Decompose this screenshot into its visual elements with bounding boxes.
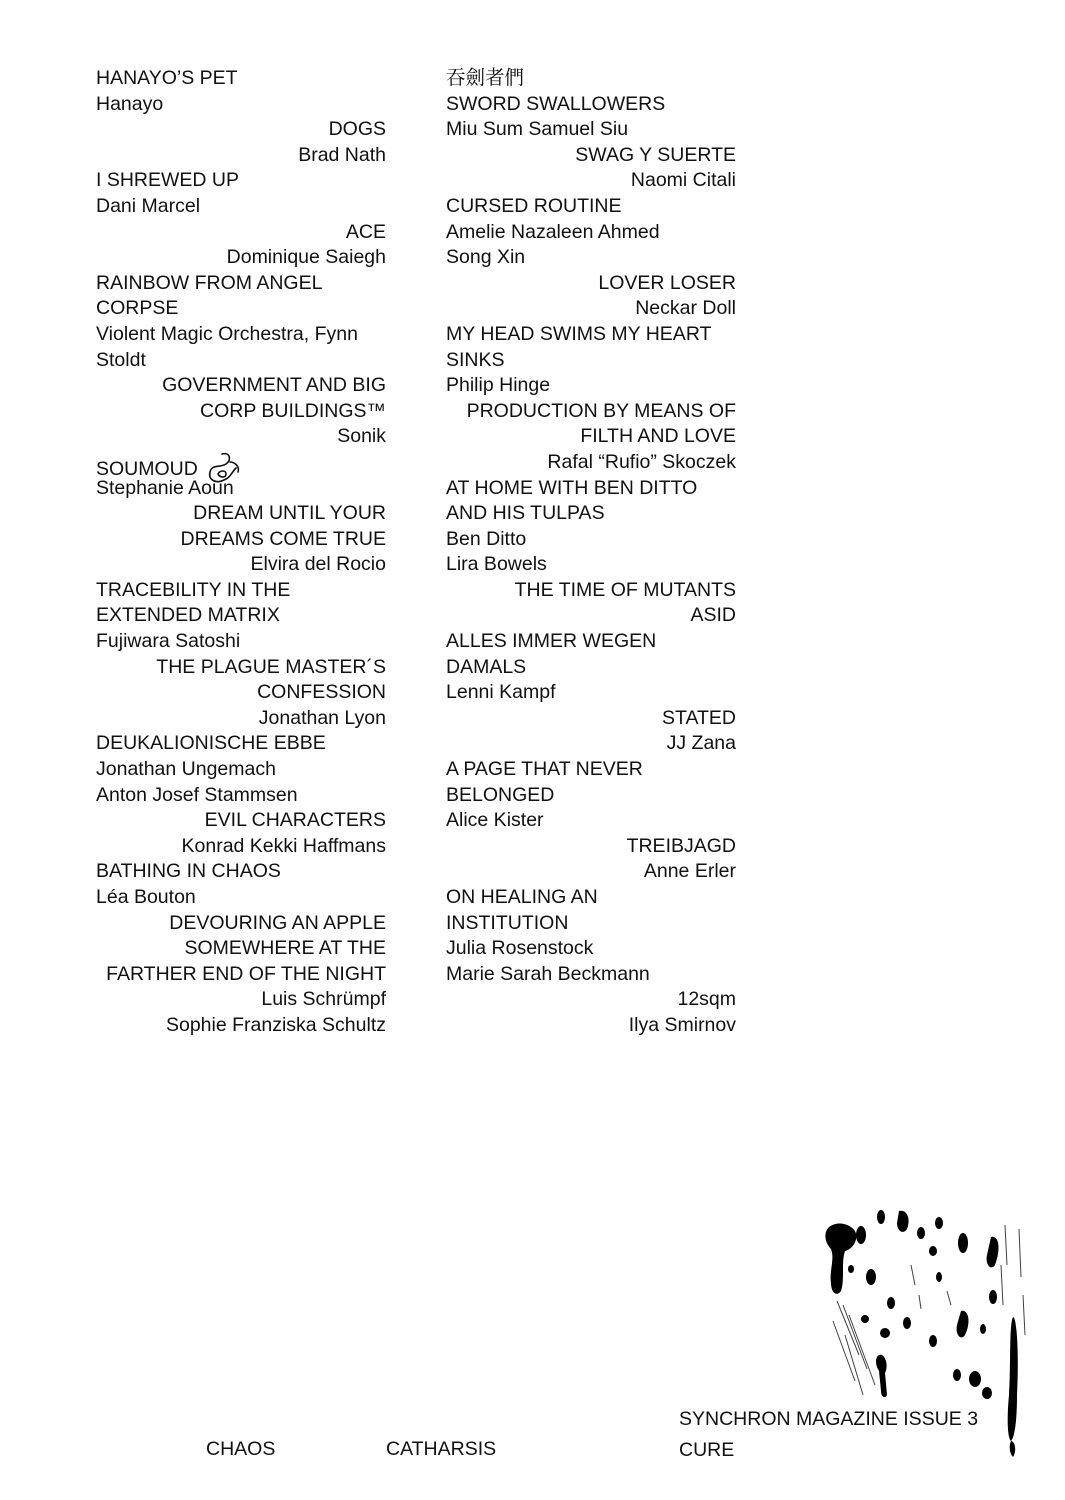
contents-text: Lira Bowels bbox=[446, 553, 547, 576]
contents-text: Anton Josef Stammsen bbox=[96, 783, 298, 806]
contents-line bbox=[446, 143, 736, 169]
contents-text: SWAG Y SUERTE bbox=[575, 143, 736, 166]
footer-chaos: CHAOS bbox=[206, 1438, 276, 1460]
contents-text: GOVERNMENT AND BIG bbox=[162, 374, 386, 397]
contents-text: SOUMOUD bbox=[96, 458, 198, 481]
footer-cure: CURE bbox=[679, 1439, 735, 1461]
contents-text: TRACEBILITY IN THE bbox=[96, 578, 291, 601]
contents-line bbox=[446, 271, 736, 297]
contents-line bbox=[446, 399, 736, 425]
contents-text: Luis Schrümpf bbox=[261, 988, 386, 1011]
contents-text: ACE bbox=[345, 220, 386, 243]
contents-text: FARTHER END OF THE NIGHT bbox=[106, 962, 386, 985]
contents-text: 吞劍者們 bbox=[446, 67, 525, 89]
contents-line bbox=[446, 655, 736, 681]
contents-text: Alice Kister bbox=[446, 809, 544, 832]
contents-line bbox=[96, 450, 386, 481]
contents-line bbox=[96, 168, 386, 194]
contents-line bbox=[446, 322, 736, 348]
contents-line bbox=[446, 117, 736, 143]
contents-text: Julia Rosenstock bbox=[446, 937, 594, 960]
contents-line bbox=[446, 373, 736, 399]
contents-line bbox=[96, 1013, 386, 1039]
contents-line bbox=[96, 552, 386, 578]
contents-text: Dominique Saiegh bbox=[226, 246, 386, 269]
contents-text: CONFESSION bbox=[257, 681, 386, 704]
contents-text: Léa Bouton bbox=[96, 886, 196, 908]
contents-text: LOVER LOSER bbox=[598, 271, 736, 294]
contents-text: ON HEALING AN bbox=[446, 886, 598, 908]
contents-line bbox=[446, 501, 736, 527]
contents-line bbox=[96, 117, 386, 143]
contents-line bbox=[446, 168, 736, 194]
contents-text: Jonathan Lyon bbox=[258, 706, 386, 729]
contents-line bbox=[96, 834, 386, 860]
contents-line bbox=[446, 987, 736, 1013]
contents-line bbox=[446, 757, 736, 783]
contents-text: SOMEWHERE AT THE bbox=[184, 937, 386, 960]
contents-line bbox=[96, 936, 386, 962]
contents-line bbox=[446, 731, 736, 757]
contents-line bbox=[96, 194, 386, 220]
contents-line bbox=[96, 885, 386, 911]
contents-line bbox=[96, 92, 386, 118]
contents-line bbox=[446, 885, 736, 911]
contents-line bbox=[446, 680, 736, 706]
contents-text: Hanayo bbox=[96, 92, 164, 115]
contents-text: ASID bbox=[690, 604, 736, 627]
contents-line bbox=[96, 808, 386, 834]
contents-line bbox=[96, 629, 386, 655]
contents-line bbox=[96, 757, 386, 783]
contents-text: INSTITUTION bbox=[446, 911, 569, 934]
contents-line bbox=[446, 245, 736, 271]
contents-text: Stoldt bbox=[96, 348, 146, 371]
contents-line bbox=[446, 348, 736, 374]
footer-catharsis: CATHARSIS bbox=[386, 1438, 497, 1460]
contents-text: BELONGED bbox=[446, 783, 555, 806]
contents-text: CORPSE bbox=[96, 297, 179, 320]
contents-text: Neckar Doll bbox=[635, 297, 736, 320]
contents-text: Song Xin bbox=[446, 246, 526, 269]
contents-text: Konrad Kekki Haffmans bbox=[181, 834, 386, 857]
contents-text: DOGS bbox=[328, 118, 386, 141]
contents-line bbox=[446, 603, 736, 629]
contents-text: STATED bbox=[661, 706, 736, 729]
contents-line bbox=[96, 373, 386, 399]
contents-line bbox=[96, 220, 386, 246]
contents-line bbox=[96, 245, 386, 271]
contents-text: TREIBJAGD bbox=[626, 834, 736, 857]
contents-line bbox=[96, 399, 386, 425]
contents-text: CORP BUILDINGS™ bbox=[199, 399, 386, 422]
contents-line bbox=[96, 911, 386, 937]
contents-line bbox=[96, 655, 386, 681]
contents-text: I SHREWED UP bbox=[96, 169, 240, 192]
contents-text: DEVOURING AN APPLE bbox=[169, 911, 386, 934]
contents-text: MY HEAD SWIMS MY HEART bbox=[446, 322, 712, 345]
contents-text: Ilya Smirnov bbox=[628, 1013, 736, 1036]
contents-line bbox=[96, 731, 386, 757]
contents-text: DREAMS COME TRUE bbox=[180, 527, 386, 550]
contents-text: JJ Zana bbox=[666, 732, 736, 755]
contents-line bbox=[96, 296, 386, 322]
contents-text: AND HIS TULPAS bbox=[446, 502, 605, 525]
contents-line bbox=[446, 834, 736, 860]
contents-text: Lenni Kampf bbox=[446, 681, 556, 704]
contents-column-left bbox=[96, 66, 386, 1039]
contents-text: Marie Sarah Beckmann bbox=[446, 962, 650, 985]
contents-text: PRODUCTION BY MEANS OF bbox=[466, 399, 736, 422]
contents-line bbox=[96, 66, 386, 92]
contents-text: Fujiwara Satoshi bbox=[96, 630, 241, 653]
contents-line bbox=[446, 962, 736, 988]
contents-line bbox=[446, 476, 736, 502]
contents-line bbox=[446, 527, 736, 553]
contents-text: FILTH AND LOVE bbox=[580, 425, 736, 448]
contents-text: Philip Hinge bbox=[446, 374, 551, 397]
contents-line bbox=[446, 424, 736, 450]
contents-text: SWORD SWALLOWERS bbox=[446, 92, 666, 115]
contents-text: 12sqm bbox=[677, 988, 736, 1011]
contents-line bbox=[446, 578, 736, 604]
contents-line bbox=[446, 1013, 736, 1039]
contents-line bbox=[96, 859, 386, 885]
contents-line bbox=[96, 706, 386, 732]
contents-text: Sonik bbox=[337, 425, 386, 448]
contents-line bbox=[96, 962, 386, 988]
contents-line bbox=[446, 450, 736, 476]
contents-text: Amelie Nazaleen Ahmed bbox=[446, 220, 660, 243]
contents-line bbox=[96, 987, 386, 1013]
contents-line bbox=[446, 783, 736, 809]
contents-text: Rafal “Rufio” Skoczek bbox=[547, 450, 736, 473]
contents-text: Naomi Citali bbox=[630, 169, 736, 192]
contents-text: Violent Magic Orchestra, Fynn bbox=[96, 322, 358, 345]
contents-line bbox=[446, 911, 736, 937]
contents-line bbox=[446, 296, 736, 322]
contents-line bbox=[446, 629, 736, 655]
contents-line bbox=[96, 424, 386, 450]
contents-text: HANAYO’S PET bbox=[96, 67, 238, 89]
contents-line bbox=[96, 348, 386, 374]
contents-text: DAMALS bbox=[446, 655, 527, 678]
contents-line bbox=[446, 552, 736, 578]
contents-line bbox=[446, 66, 736, 92]
contents-text: ALLES IMMER WEGEN bbox=[446, 630, 657, 653]
contents-text: Anne Erler bbox=[643, 860, 736, 883]
contents-text: BATHING IN CHAOS bbox=[96, 860, 281, 883]
contents-text: A PAGE THAT NEVER bbox=[446, 758, 643, 781]
footer-magazine-title: SYNCHRON MAGAZINE ISSUE 3 bbox=[679, 1408, 979, 1430]
contents-text: Sophie Franziska Schultz bbox=[165, 1013, 386, 1036]
contents-text: CURSED ROUTINE bbox=[446, 194, 622, 217]
contents-text: SINKS bbox=[446, 348, 505, 371]
contents-text: AT HOME WITH BEN DITTO bbox=[446, 476, 698, 499]
contents-text: DEUKALIONISCHE EBBE bbox=[96, 732, 326, 755]
contents-column-right bbox=[446, 66, 736, 1039]
contents-line bbox=[96, 322, 386, 348]
contents-line bbox=[446, 808, 736, 834]
contents-line bbox=[446, 92, 736, 118]
contents-text: Stephanie Aoun bbox=[96, 476, 234, 499]
contents-line bbox=[446, 859, 736, 885]
contents-line bbox=[96, 501, 386, 527]
contents-line bbox=[96, 143, 386, 169]
contents-text: THE TIME OF MUTANTS bbox=[514, 578, 736, 601]
contents-text: Elvira del Rocio bbox=[250, 553, 386, 576]
contents-text: Miu Sum Samuel Siu bbox=[446, 118, 629, 141]
contents-text: Brad Nath bbox=[298, 143, 386, 166]
contents-line bbox=[446, 194, 736, 220]
contents-text: EXTENDED MATRIX bbox=[96, 604, 280, 627]
contents-text: THE PLAGUE MASTER´S bbox=[156, 655, 386, 678]
contents-text: Jonathan Ungemach bbox=[96, 758, 276, 781]
contents-line bbox=[446, 220, 736, 246]
contents-text: EVIL CHARACTERS bbox=[204, 809, 386, 832]
contents-line bbox=[96, 680, 386, 706]
contents-line bbox=[96, 271, 386, 297]
contents-text: RAINBOW FROM ANGEL bbox=[96, 271, 323, 294]
contents-text: DREAM UNTIL YOUR bbox=[193, 502, 386, 525]
contents-text: Dani Marcel bbox=[96, 194, 201, 217]
contents-line bbox=[96, 578, 386, 604]
contents-text: Ben Ditto bbox=[446, 527, 527, 550]
contents-line bbox=[96, 527, 386, 553]
contents-line bbox=[446, 706, 736, 732]
contents-line bbox=[446, 936, 736, 962]
contents-line bbox=[96, 783, 386, 809]
contents-line bbox=[96, 603, 386, 629]
